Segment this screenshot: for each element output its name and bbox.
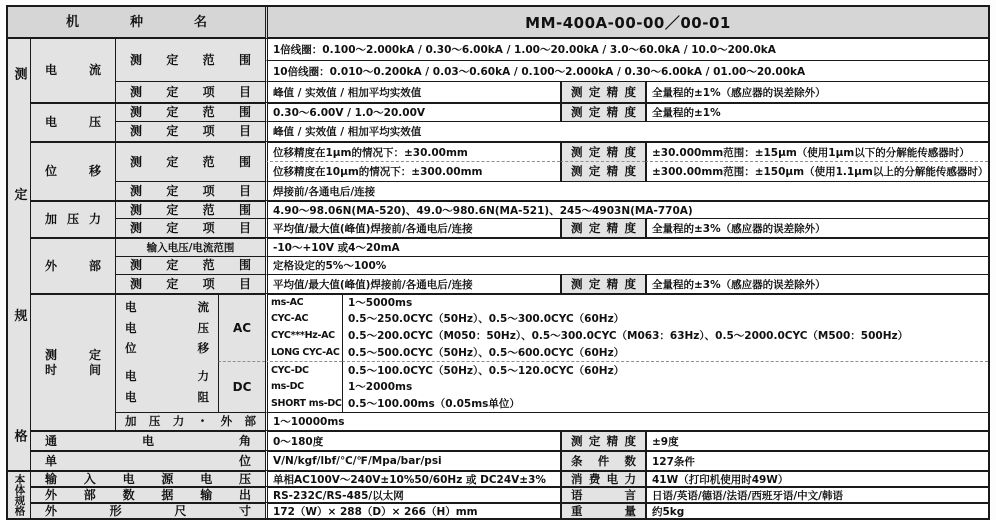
unit-label: 单位 [30, 450, 265, 470]
dimensions-label: 外形尺寸 [30, 502, 265, 518]
external-item-value: 平均值/最大值(峰值)焊接前/各通电后/连接 [265, 274, 560, 293]
external-range-label: 测定范围 [115, 256, 265, 274]
time-mode-name: LONG CYC-AC [265, 344, 342, 361]
current-item-value: 峰值 / 实效值 / 相加平均实效值 [265, 81, 560, 102]
condition-count-value: 127条件 [645, 450, 988, 470]
voltage-item-label: 测定项目 [115, 121, 265, 141]
external-accuracy-value: 全量程的±3%（感应器的误差除外） [645, 274, 988, 293]
time-force-external-label: 加压力・外部 [115, 412, 265, 430]
time-mode-value: 1～5000ms [342, 293, 988, 310]
time-mode-name: ms-DC [265, 378, 342, 395]
external-input-range-value: -10～+10V 或4～20mA [265, 237, 988, 256]
time-dc-label: DC [218, 361, 265, 412]
voltage-accuracy-value: 全量程的±1% [645, 102, 988, 121]
time-mode-name: CYC-DC [265, 361, 342, 378]
category-force: 加压力 [30, 200, 115, 237]
force-accuracy-value: 全量程的±3%（感应器的误差除外） [645, 218, 988, 237]
power-consumption-label: 消费电力 [560, 470, 645, 486]
time-ac-params: 电流 电压 位移 [125, 300, 209, 356]
displacement-range1-accuracy-value: ±30.000mm范围：±15μm（使用1μm以下的分解能传感器时） [645, 141, 988, 161]
time-mode-value: 0.5～250.0CYC（50Hz）、0.5～300.0CYC（60Hz） [342, 310, 988, 327]
displacement-range2-accuracy-label: 测定精度 [560, 161, 645, 181]
category-voltage: 电压 [30, 102, 115, 141]
external-range-value: 定格设定的5%～100% [265, 256, 988, 274]
displacement-item-value: 焊接前/各通电后/连接 [265, 181, 988, 200]
displacement-range1-value: 位移精度在1μm的情况下：±30.00mm [265, 141, 560, 161]
displacement-item-label: 测定项目 [115, 181, 265, 200]
displacement-range-label: 测定范围 [115, 141, 265, 181]
weight-value: 约5kg [645, 502, 988, 518]
time-ac-label: AC [218, 293, 265, 361]
model-header [265, 7, 988, 39]
time-mode-value: 0.5～200.0CYC（M050：50Hz）、0.5～300.0CYC（M063：63Hz）、0.5～2000.0CYC（M500：500Hz） [342, 327, 988, 344]
displacement-range2-value: 位移精度在10μm的情况下：±300.00mm [265, 161, 560, 181]
condition-count-label: 条件数 [560, 450, 645, 470]
time-mode-name: SHORT ms-DC [265, 395, 342, 412]
model-number: MM-400A-00-00／00-01 [525, 13, 731, 32]
voltage-range-value: 0.30～6.00V / 1.0～20.00V [265, 102, 560, 121]
current-accuracy-label: 测定精度 [560, 81, 645, 102]
current-accuracy-value: 全量程的±1%（感应器的误差除外） [645, 81, 988, 102]
current-range-coil1-value: 1倍线圈：0.100～2.000kA / 0.30～6.00kA / 1.00～20.00kA / 3.0～60.0kA / 10.0～200.0kA [265, 39, 988, 60]
time-mode-value: 0.5～500.0CYC（50Hz）、0.5～600.0CYC（60Hz） [342, 344, 988, 361]
time-mode-name: ms-AC [265, 293, 342, 310]
force-range-label: 测定范围 [115, 200, 265, 218]
conduction-angle-accuracy-label: 测定精度 [560, 430, 645, 450]
spec-table [6, 5, 990, 520]
machine-name-label: 机种名 [66, 14, 207, 30]
category-current: 电流 [30, 39, 115, 102]
time-dc-params: 电力 电阻 [125, 368, 209, 405]
time-mode-name: CYC***Hz-AC [265, 327, 342, 344]
voltage-accuracy-label: 测定精度 [560, 102, 645, 121]
force-item-value: 平均值/最大值(峰值)焊接前/各通电后/连接 [265, 218, 560, 237]
current-item-label: 测定项目 [115, 81, 265, 102]
current-range-label: 测定范围 [115, 39, 265, 81]
input-power-value: 单相AC100V～240V±10%50/60Hz 或 DC24V±3% [265, 470, 560, 486]
conduction-angle-value: 0～180度 [265, 430, 560, 450]
machine-name-header [8, 7, 265, 39]
language-value: 日语/英语/德语/法语/西班牙语/中文/韩语 [645, 486, 988, 502]
voltage-item-value: 峰值 / 实效值 / 相加平均实效值 [265, 121, 988, 141]
force-item-label: 测定项目 [115, 218, 265, 237]
unit-value: V/N/kgf/lbf/℃/℉/Mpa/bar/psi [265, 450, 560, 470]
voltage-range-label: 测定范围 [115, 102, 265, 121]
conduction-angle-accuracy-value: ±9度 [645, 430, 988, 450]
external-item-label: 测定项目 [115, 274, 265, 293]
force-range-value: 4.90～98.06N(MA-520)、49.0～980.6N(MA-521)、245～4903N(MA-770A) [265, 200, 988, 218]
conduction-angle-label: 通电角 [30, 430, 265, 450]
current-range-coil10-value: 10倍线圈：0.010～0.200kA / 0.03～0.60kA / 0.100～2.000kA / 0.30～6.00kA / 01.00～20.00kA [265, 60, 988, 81]
input-power-label: 输入电源电压 [30, 470, 265, 486]
side-label-body-specs: 本体规格 [8, 470, 30, 518]
displacement-range1-accuracy-label: 测定精度 [560, 141, 645, 161]
time-mode-value: 1～2000ms [342, 378, 988, 395]
side-label-measurement-specs: 测定规格 [8, 39, 30, 470]
force-accuracy-label: 测定精度 [560, 218, 645, 237]
time-force-external-value: 1～10000ms [265, 412, 988, 430]
category-displacement: 位移 [30, 141, 115, 200]
external-accuracy-label: 测定精度 [560, 274, 645, 293]
data-output-value: RS-232C/RS-485/以太网 [265, 486, 560, 502]
weight-label: 重量 [560, 502, 645, 518]
category-measurement-time: 测定 时间 [30, 293, 115, 430]
displacement-range2-accuracy-value: ±300.00mm范围：±150μm（使用1.1μm以上的分解能传感器时） [645, 161, 988, 181]
time-mode-value: 0.5～100.0CYC（50Hz）、0.5～120.0CYC（60Hz） [342, 361, 988, 378]
time-parameter-list [115, 293, 218, 412]
data-output-label: 外部数据输出 [30, 486, 265, 502]
dimensions-value: 172（W）× 288（D）× 266（H）mm [265, 502, 560, 518]
power-consumption-value: 41W（打印机使用时49W） [645, 470, 988, 486]
category-external: 外部 [30, 237, 115, 293]
language-label: 语言 [560, 486, 645, 502]
time-mode-value: 0.5～100.00ms（0.05ms单位） [342, 395, 988, 412]
external-input-range-label: 输入电压/电流范围 [115, 237, 265, 256]
time-mode-name: CYC-AC [265, 310, 342, 327]
